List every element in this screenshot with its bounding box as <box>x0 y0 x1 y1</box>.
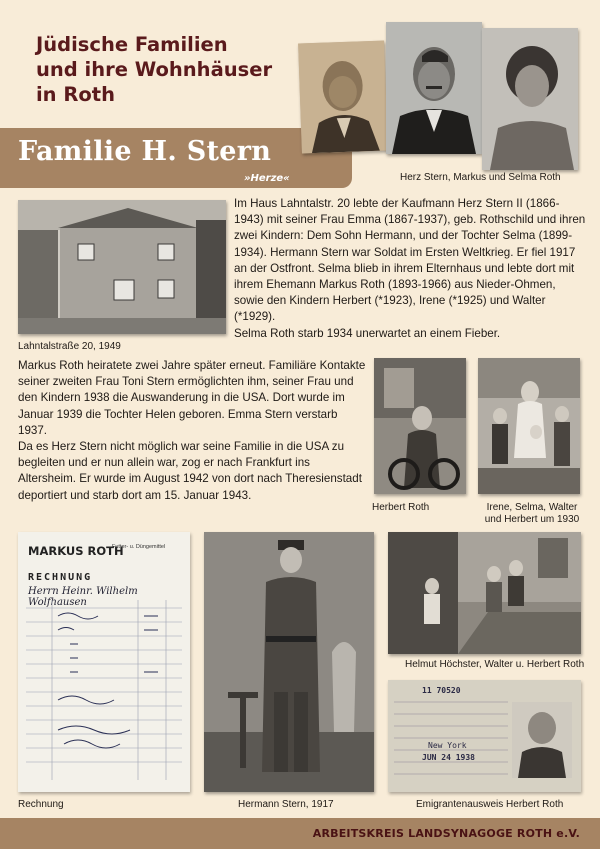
footer-organization: ARBEITSKREIS LANDSYNAGOGE ROTH e.V. <box>312 827 580 840</box>
id-card-date: JUN 24 1938 <box>422 753 475 762</box>
receipt-addressee: Herrn Heinr. Wilhelm Wolfhausen <box>28 586 138 608</box>
receipt-caption: Rechnung <box>18 799 64 810</box>
house-photo <box>18 200 226 334</box>
children-caption <box>480 502 584 526</box>
family-nickname: »Herze« <box>244 173 290 184</box>
receipt-company: MARKUS ROTH <box>28 544 124 558</box>
soldier-caption: Hermann Stern, 1917 <box>238 799 334 810</box>
receipt-document <box>18 532 190 792</box>
series-title <box>36 32 296 107</box>
receipt-ledger-lines <box>18 600 190 792</box>
intro-text-block <box>234 196 586 342</box>
roth-children-photo <box>478 358 580 494</box>
portrait-markus-roth-photo <box>386 22 482 154</box>
portrait-herz-stern-photo <box>298 41 388 154</box>
herbert-roth-photo <box>374 358 466 494</box>
receipt-heading: RECHNUNG <box>28 572 93 583</box>
portrait-selma-roth-photo <box>482 28 578 170</box>
series-title-line: und ihre Wohnhäuser <box>36 58 273 81</box>
children-on-steps-photo <box>388 532 581 654</box>
steps-caption: Helmut Höchster, Walter u. Herbert Roth <box>405 659 585 670</box>
children-caption-line: Irene, Selma, Walter <box>486 502 578 513</box>
receipt-company-sub: Futter- u. Düngemittel <box>112 544 166 550</box>
emigration-paragraph: Markus Roth heiratete zwei Jahre später erneut. Familiäre Kontakte seiner zweiten Frau Toni Stern ermöglichten ihm, seiner Frau und den Kindern 1938 die Auswanderung in die USA. Dort wurde im Januar 1939 die Tochter Helen geboren. Emma Stern verstarb 1937. <box>18 359 366 437</box>
deportation-paragraph: Da es Herz Stern nicht möglich war seine Familie in die USA zu begleiten und er nun allein war, zog er nach Frankfurt ins Altersheim. Er wurde im August 1942 von dort nach Theresienstadt deportiert und starb dort am 15. Januar 1943. <box>18 440 362 502</box>
id-card-caption: Emigrantenausweis Herbert Roth <box>416 799 564 810</box>
id-card-form-lines <box>388 680 581 792</box>
family-title: Familie H. Stern <box>18 136 272 167</box>
hermann-stern-soldier-photo <box>204 532 374 792</box>
series-title-line: Jüdische Familien <box>36 33 228 56</box>
intro-paragraph: Im Haus Lahntalstr. 20 lebte der Kaufmann Herz Stern II (1866-1943) mit seiner Frau Emma (1867-1937), geb. Rothschild und ihren zwei Kindern: Dem Sohn Hermann, und der Tochter Selma (1899-1934). Hermann Stern war Soldat im Ersten Weltkrieg. Er fiel 1917 an der Ostfront. Selma blieb in ihrem Elternhaus und lebte dort mit ihrem Ehemann Markus Roth (1893-1966) aus Nieder-Ohmen, sowie den Kindern Herbert (*1923), Irene (*1925) und Walter (*1929). <box>234 197 586 324</box>
id-card-number: 11 70520 <box>422 686 461 695</box>
intro-paragraph-death: Selma Roth starb 1934 unerwartet an einem Fieber. <box>234 326 501 340</box>
portraits-caption: Herz Stern, Markus und Selma Roth <box>400 172 561 183</box>
id-card-city: New York <box>428 741 467 750</box>
children-caption-line: und Herbert um 1930 <box>484 514 580 525</box>
emigrant-id-card <box>388 680 581 792</box>
emigration-text-block <box>18 358 368 504</box>
house-caption: Lahntalstraße 20, 1949 <box>18 341 121 352</box>
series-title-line: in Roth <box>36 83 115 106</box>
herbert-caption: Herbert Roth <box>372 502 430 513</box>
